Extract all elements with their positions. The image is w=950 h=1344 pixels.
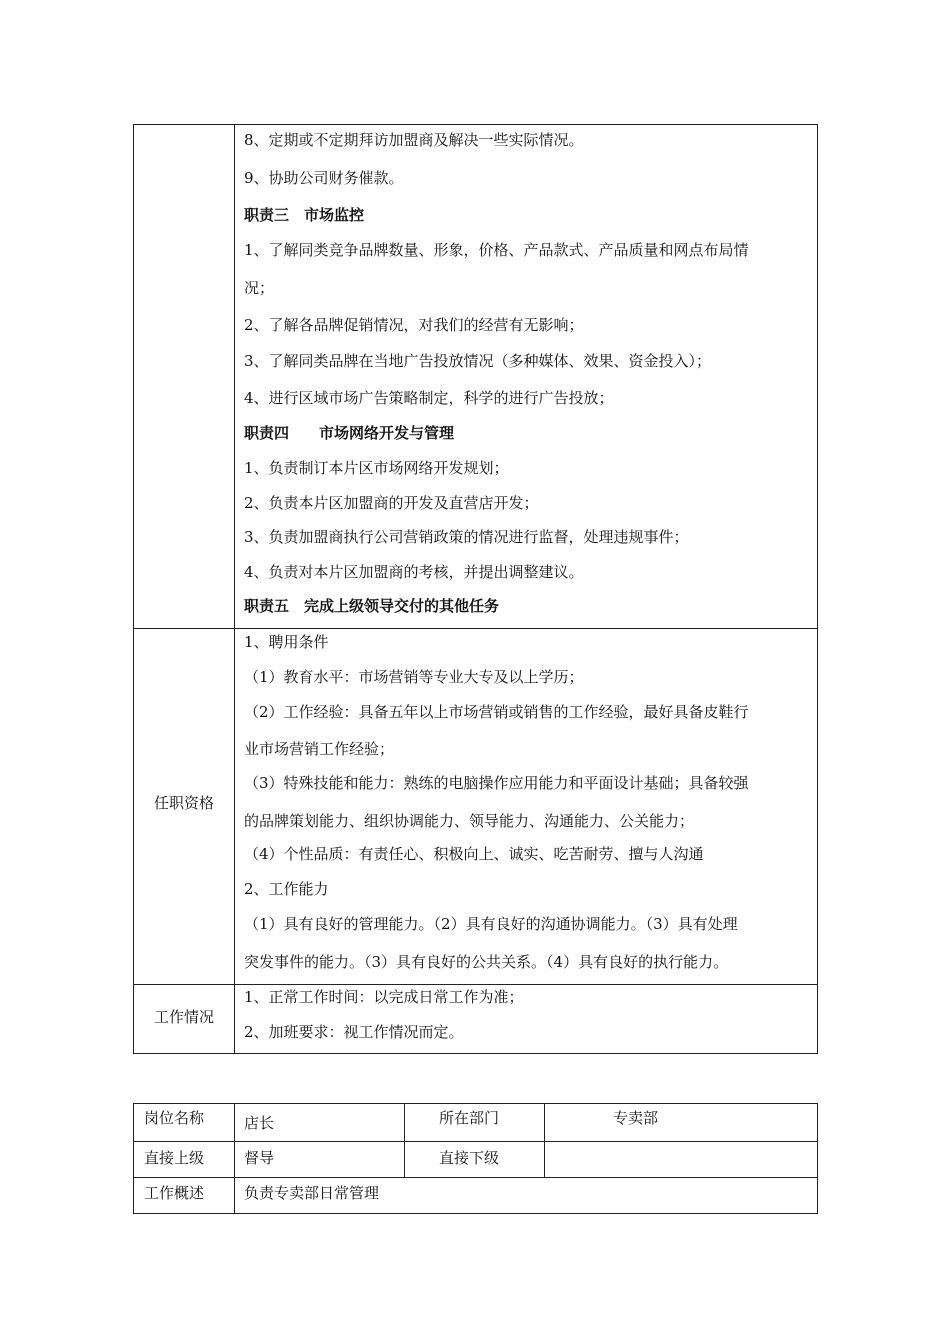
department-value: 专卖部 — [613, 1109, 659, 1127]
duty-heading: 职责四 市场网络开发与管理 — [244, 424, 455, 442]
position-name-label: 岗位名称 — [144, 1109, 205, 1127]
position-table — [133, 1103, 818, 1214]
qualification-line: （2）工作经验：具备五年以上市场营销或销售的工作经验，最好具备皮鞋行 — [244, 703, 749, 721]
department-label: 所在部门 — [439, 1109, 500, 1127]
column-divider — [234, 1104, 235, 1213]
qualification-line: 2、工作能力 — [244, 880, 329, 898]
qualification-line: 业市场营销工作经验； — [244, 740, 395, 758]
row-divider — [134, 1141, 817, 1142]
duty-line: 3、负责加盟商执行公司营销政策的情况进行监督，处理违规事件； — [244, 528, 689, 546]
row-divider — [134, 628, 817, 629]
duty-line: 1、负责制订本片区市场网络开发规划； — [244, 459, 509, 477]
row-divider — [134, 984, 817, 985]
qualification-line: 1、聘用条件 — [244, 633, 329, 651]
direct-superior-label: 直接上级 — [144, 1149, 205, 1167]
duty-line: 1、了解同类竞争品牌数量、形象，价格、产品款式、产品质量和网点布局情 — [244, 241, 749, 259]
duty-line: 4、进行区域市场广告策略制定，科学的进行广告投放； — [244, 389, 614, 407]
duty-line: 9、协助公司财务催款。 — [244, 169, 404, 187]
duty-line: 况； — [244, 279, 275, 297]
duty-line: 2、了解各品牌促销情况，对我们的经营有无影响； — [244, 316, 584, 334]
position-name-value: 店长 — [244, 1114, 275, 1132]
duty-line: 3、了解同类品牌在当地广告投放情况（多种媒体、效果、资金投入）； — [244, 352, 712, 370]
duty-line: 2、负责本片区加盟商的开发及直营店开发； — [244, 494, 539, 512]
duty-line: 4、负责对本片区加盟商的考核，并提出调整建议。 — [244, 563, 584, 581]
job-summary-value: 负责专卖部日常管理 — [244, 1184, 380, 1202]
work-label: 工作情况 — [153, 1008, 214, 1026]
job-summary-label: 工作概述 — [144, 1184, 205, 1202]
qualification-line: （3）特殊技能和能力：熟练的电脑操作应用能力和平面设计基础；具备较强 — [244, 774, 749, 792]
direct-subordinate-label: 直接下级 — [439, 1149, 500, 1167]
duty-heading: 职责三 市场监控 — [244, 206, 365, 224]
qualification-line: 突发事件的能力。（3）具有良好的公共关系。（4）具有良好的执行能力。 — [244, 953, 729, 971]
row-divider — [134, 1177, 817, 1178]
qualification-label: 任职资格 — [153, 794, 214, 812]
duty-line: 8、定期或不定期拜访加盟商及解决一些实际情况。 — [244, 131, 584, 149]
work-line: 1、正常工作时间：以完成日常工作为准； — [244, 988, 524, 1006]
duty-heading: 职责五 完成上级领导交付的其他任务 — [244, 597, 500, 615]
direct-superior-value: 督导 — [244, 1149, 275, 1167]
qualification-line: （1）教育水平：市场营销等专业大专及以上学历； — [244, 668, 584, 686]
qualification-line: 的品牌策划能力、组织协调能力、领导能力、沟通能力、公关能力； — [244, 812, 695, 830]
column-divider — [234, 125, 235, 1053]
qualification-line: （1）具有良好的管理能力。（2）具有良好的沟通协调能力。（3）具有处理 — [244, 915, 738, 933]
duties-table — [133, 124, 818, 1054]
work-line: 2、加班要求：视工作情况而定。 — [244, 1023, 464, 1041]
qualification-line: （4）个性品质：有责任心、积极向上、诚实、吃苦耐劳、擅与人沟通 — [244, 845, 704, 863]
